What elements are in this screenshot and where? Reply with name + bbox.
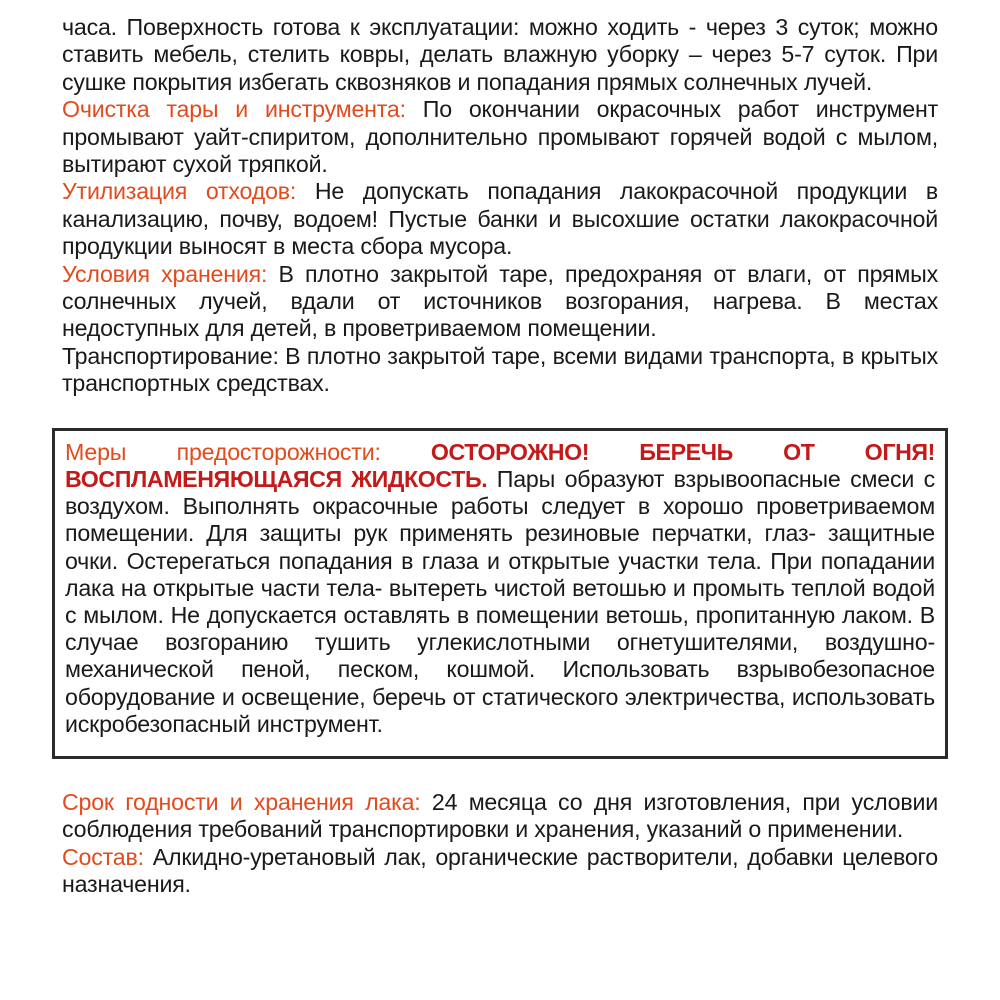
shelf-life-paragraph	[62, 789, 938, 844]
composition-paragraph	[62, 844, 938, 899]
intro-paragraph	[62, 14, 938, 96]
cleaning-text: По окончании окрасочных работ инструмент промывают уайт-спиритом, дополнительно промывают горячей водой с мылом, вытирают сухой тряпкой.	[62, 96, 938, 178]
precautions-box	[52, 428, 948, 759]
intro-text: часа. Поверхность готова к эксплуатации: можно ходить - через 3 суток; можно ставить мебель, стелить ковры, делать влажную уборку – через 5-7 суток. При сушке покрытия избегать сквозняков и попадания прямых солнечных лучей.	[62, 14, 938, 95]
shelf-life-text: 24 месяца со дня изготовления, при условии соблюдения требований транспортировки и хранения, указаний о применении.	[62, 788, 938, 843]
disposal-text: Не допускать попадания лакокрасочной продукции в канализацию, почву, водоем! Пустые банки и высохшие остатки лакокрасочной продукции выносят в места сбора мусора.	[62, 178, 939, 260]
fire-warning: ОСТОРОЖНО! БЕРЕЧЬ ОТ ОГНЯ! ВОСПЛАМЕНЯЮЩАЯСЯ ЖИДКОСТЬ.	[65, 438, 935, 492]
shelf-life-heading: Срок годности и хранения лака:	[62, 788, 421, 815]
storage-text: В плотно закрытой таре, предохраняя от влаги, от прямых солнечных лучей, вдали от источников возгорания, нагрева. В местах недоступных для детей, в проветриваемом помещении.	[62, 260, 939, 342]
transport-text: Транспортирование: В плотно закрытой таре, всеми видами транспорта, в крытых транспортных средствах.	[62, 342, 938, 397]
precautions-heading: Меры предосторожности:	[65, 438, 381, 465]
cleaning-paragraph	[62, 96, 938, 178]
disposal-heading: Утилизация отходов:	[62, 178, 297, 205]
disposal-paragraph	[62, 178, 938, 260]
cleaning-heading: Очистка тары и инструмента:	[62, 96, 406, 123]
composition-heading: Состав:	[62, 843, 144, 870]
precautions-text: Пары образуют взрывоопасные смеси с воздухом. Выполнять окрасочные работы следует в хорошо проветриваемом помещении. Для защиты рук применять резиновые перчатки, глаз- защитные очки. Остерегаться попадания в глаза и открытые участки тела. При попадании лака на открытые части тела- вытереть чистой ветошью и промыть теплой водой с мылом. Не допускается оставлять в помещении ветошь, пропитанную лаком. В случае возгоранию тушить углекислотными огнетушителями, воздушно- механической пеной, песком, кошмой. Использовать взрывобезопасное оборудование и освещение, беречь от статического электричества, использовать искробезопасный инструмент.	[65, 465, 935, 737]
precautions-paragraph	[65, 439, 935, 738]
transport-paragraph	[62, 343, 938, 398]
composition-text: Алкидно-уретановый лак, органические растворители, добавки целевого назначения.	[62, 843, 938, 898]
storage-paragraph	[62, 261, 938, 343]
storage-heading: Условия хранения:	[62, 260, 268, 287]
